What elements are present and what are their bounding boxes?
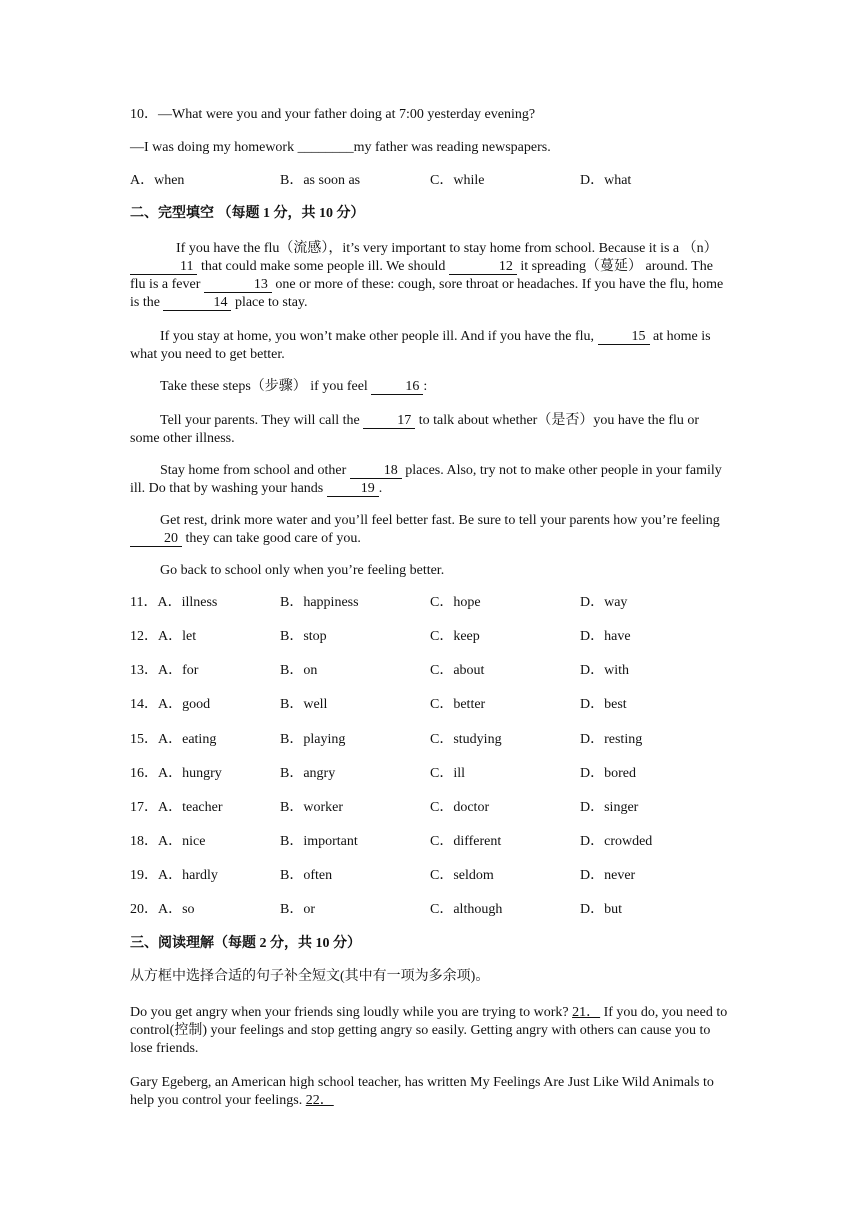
text-run: If you have the flu（流感），it’s very important to stay home from school. Because it is a （n） [176, 241, 718, 256]
blank-16: 16 [371, 379, 423, 395]
q10-answer-before: —I was doing my homework [130, 140, 298, 155]
section3-instruction: 从方框中选择合适的句子补全短文(其中有一项为多余项)。 [130, 969, 490, 984]
option-13-a: 13．A．for [130, 663, 199, 678]
text-run: Do you get angry when your friends sing loudly while you are trying to work? [130, 1005, 573, 1020]
option-19-a: 19．A．hardly [130, 868, 218, 883]
option-16-c: C．ill [430, 766, 466, 781]
text-run: Gary Egeberg, an American high school teacher, has written My Feelings Are Just Like Wild Animals to help you control your feelings. [130, 1075, 714, 1108]
option-11-c: C．hope [430, 595, 481, 610]
option-15-b: B．playing [280, 732, 346, 747]
section3-heading: 三、阅读理解（每题 2 分，共 10 分） [130, 936, 361, 951]
text-run: to talk about whether（是否）you have the flu or some other illness. [130, 413, 700, 446]
cloze-paragraph-4 [130, 412, 730, 448]
text-run: they can take good care of you. [182, 531, 361, 546]
cloze-paragraph-5 [130, 462, 730, 498]
option-15-a: 15．A．eating [130, 732, 217, 747]
blank-18: 18 [350, 463, 402, 479]
option-12-a: 12．A．let [130, 629, 197, 644]
option-13-d: D．with [580, 663, 629, 678]
option-12-d: D．have [580, 629, 631, 644]
cloze-paragraph-6 [130, 512, 730, 548]
option-16-d: D．bored [580, 766, 636, 781]
text-run: Take these steps（步骤） if you feel [160, 379, 372, 394]
option-15-d: D．resting [580, 732, 643, 747]
option-14-a: 14．A．good [130, 697, 211, 712]
option-14-c: C．better [430, 697, 486, 712]
option-17-b: B．worker [280, 800, 343, 815]
text-run: one or more of these: cough, sore throat or headaches. If you have the flu, home is the [130, 277, 724, 310]
text-run: Get rest, drink more water and you’ll feel better fast. Be sure to tell your parents how you’re feeling [160, 513, 720, 528]
q10-question: 10．—What were you and your father doing at 7:00 yesterday evening? [130, 107, 536, 122]
option-20-c: C．although [430, 902, 503, 917]
option-18-a: 18．A．nice [130, 834, 206, 849]
text-run: Stay home from school and other [160, 463, 350, 478]
blank-13: 13 [204, 277, 272, 293]
text-run: : [423, 379, 428, 394]
blank-21: 21． [572, 1005, 601, 1020]
option-14-b: B．well [280, 697, 328, 712]
q10-option-a: A．when [130, 173, 185, 188]
blank-17: 17 [363, 413, 415, 429]
section2-heading: 二、完型填空 （每题 1 分，共 10 分） [130, 206, 365, 221]
text-run: it spreading（蔓延） around. The flu is a fever [130, 259, 713, 292]
option-17-c: C．doctor [430, 800, 490, 815]
option-16-a: 16．A．hungry [130, 766, 222, 781]
option-20-d: D．but [580, 902, 622, 917]
cloze-paragraph-3 [130, 378, 730, 396]
option-16-b: B．angry [280, 766, 336, 781]
option-18-c: C．different [430, 834, 502, 849]
q10-answer [130, 139, 551, 157]
option-13-b: B．on [280, 663, 318, 678]
reading-paragraph-2 [130, 1074, 730, 1110]
cloze-paragraph-7: Go back to school only when you’re feeling better. [160, 563, 445, 578]
option-17-a: 17．A．teacher [130, 800, 223, 815]
option-13-c: C．about [430, 663, 485, 678]
option-12-b: B．stop [280, 629, 327, 644]
blank-19: 19 [327, 481, 379, 497]
q10-answer-after: my father was reading newspapers. [353, 140, 551, 155]
text-run: If you stay at home, you won’t make other people ill. And if you have the flu, [160, 329, 598, 344]
option-18-b: B．important [280, 834, 358, 849]
option-11-d: D．way [580, 595, 628, 610]
text-run: places. Also, try not to make other people in your family ill. Do that by washing your hands [130, 463, 722, 496]
option-17-d: D．singer [580, 800, 639, 815]
option-14-d: D．best [580, 697, 627, 712]
blank-11: 11 [130, 259, 197, 275]
option-19-d: D．never [580, 868, 636, 883]
text-run: at home is what you need to get better. [130, 329, 711, 362]
option-20-a: 20．A．so [130, 902, 195, 917]
option-20-b: B．or [280, 902, 315, 917]
cloze-paragraph-2 [130, 328, 730, 364]
blank-14: 14 [163, 295, 231, 311]
q10-option-d: D．what [580, 173, 632, 188]
text-run: . [378, 481, 383, 496]
text-run: that could make some people ill. We should [197, 259, 449, 274]
reading-paragraph-1 [130, 1004, 730, 1058]
option-15-c: C．studying [430, 732, 502, 747]
text-run: place to stay. [231, 295, 308, 310]
option-11-b: B．happiness [280, 595, 359, 610]
cloze-paragraph-1 [130, 240, 730, 312]
q10-option-b: B．as soon as [280, 173, 361, 188]
option-12-c: C．keep [430, 629, 480, 644]
text-run: Tell your parents. They will call the [160, 413, 364, 428]
option-19-b: B．often [280, 868, 333, 883]
blank-22: 22． [305, 1093, 334, 1108]
option-18-d: D．crowded [580, 834, 653, 849]
text-run: If you do, you need to control(控制) your feelings and stop getting angry so easily. Getting angry with others can cause you to lose friends. [130, 1005, 728, 1056]
blank-15: 15 [598, 329, 650, 345]
blank-12: 12 [449, 259, 517, 275]
q10-blank: ________ [297, 140, 354, 155]
option-19-c: C．seldom [430, 868, 494, 883]
blank-20: 20 [130, 531, 182, 547]
q10-option-c: C．while [430, 173, 485, 188]
option-11-a: 11．A．illness [130, 595, 218, 610]
